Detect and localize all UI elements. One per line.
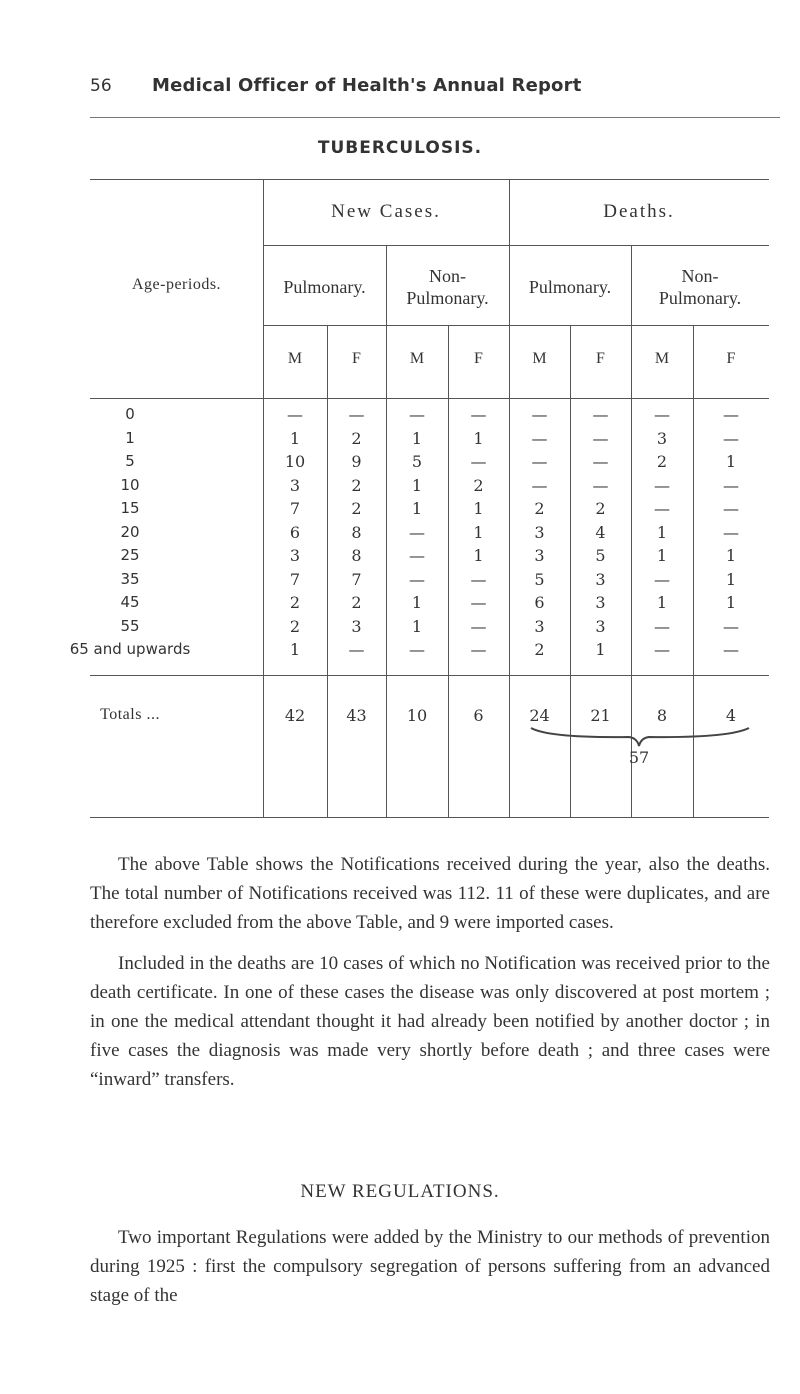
subgroup-header: Pulmonary. — [528, 277, 612, 297]
table-cell: — — [723, 428, 739, 448]
sex-header: M — [287, 350, 303, 367]
age-period-label: 10 — [120, 475, 140, 494]
table-rule-header-bottom — [90, 398, 769, 399]
table-cell: 1 — [411, 593, 423, 612]
table-cell: 1 — [289, 428, 301, 448]
table-cell: 5 — [534, 569, 545, 589]
table-cell: 6 — [289, 522, 301, 542]
table-cell: 3 — [595, 616, 606, 636]
table-cell: — — [531, 452, 548, 471]
age-period-label: 55 — [120, 616, 140, 635]
total-cell: 6 — [473, 706, 484, 725]
running-head — [90, 76, 780, 116]
table-cell: — — [723, 499, 739, 518]
table-cell: 2 — [351, 499, 362, 518]
sex-header: F — [726, 350, 736, 367]
age-period-label: 65 and upwards — [69, 640, 191, 658]
page-number: 56 — [90, 76, 112, 96]
table-cell: — — [654, 569, 670, 589]
header-rule — [90, 117, 780, 118]
table-col-rule — [386, 245, 387, 817]
table-cell: 10 — [284, 452, 306, 471]
table-cell: — — [723, 475, 739, 495]
table-cell: 1 — [473, 499, 484, 518]
table-cell: 1 — [725, 569, 737, 589]
group-header-new-cases: New Cases. — [331, 201, 441, 222]
table-cell: — — [409, 640, 425, 659]
table-cell: 2 — [534, 640, 545, 659]
table-cell: — — [654, 640, 670, 659]
table-cell: — — [470, 569, 487, 589]
age-period-label: 1 — [125, 428, 135, 447]
table-cell: — — [654, 475, 670, 495]
total-cell: 10 — [406, 706, 428, 725]
table-cell: 3 — [534, 616, 545, 636]
closing-text — [90, 1223, 770, 1310]
sex-header: F — [352, 350, 361, 367]
table-cell: 7 — [289, 569, 301, 589]
table-cell: 7 — [351, 569, 362, 589]
table-cell: 3 — [289, 475, 301, 495]
table-cell: 3 — [351, 616, 362, 636]
totals-label: Totals ... — [100, 706, 160, 723]
subgroup-header: Non- Pulmonary. — [658, 266, 742, 308]
sex-header: M — [409, 350, 425, 367]
table-cell: — — [654, 499, 670, 518]
paragraph-notifications: The above Table shows the Notifications received during the year, also the deaths. The total number of Notifications received was 112. 11 of these were duplicates, and are therefore excluded from the above Table, and 9 were imported cases. — [90, 854, 770, 933]
table-cell: 1 — [473, 522, 484, 542]
table-cell: — — [409, 405, 425, 424]
table-cell: — — [348, 405, 365, 424]
table-cell: 2 — [595, 499, 606, 518]
table-rule-bottom — [90, 817, 769, 818]
table-cell: 2 — [351, 593, 362, 612]
age-period-label: 20 — [120, 522, 140, 541]
table-col-rule — [509, 179, 510, 817]
table-cell: — — [723, 405, 739, 424]
report-title: Medical Officer of Health's Annual Report — [152, 75, 582, 96]
table-cell: 3 — [534, 546, 545, 565]
total-cell: 21 — [590, 706, 611, 725]
table-cell: — — [531, 405, 548, 424]
table-cell: 4 — [595, 522, 606, 542]
table-cell: 1 — [656, 546, 668, 565]
paragraph-regulations: Two important Regulations were added by the Ministry to our methods of prevention during 1925 : first the compulsory segregation of persons suffering from an advanced stage of the — [90, 1227, 770, 1306]
table-cell: 1 — [289, 640, 301, 659]
table-cell: — — [409, 569, 425, 589]
total-cell: 24 — [529, 706, 550, 725]
age-period-label: 25 — [120, 546, 140, 564]
table-cell: 1 — [725, 546, 737, 565]
table-col-rule — [263, 179, 264, 817]
table-cell: — — [409, 522, 425, 542]
table-cell: — — [723, 616, 739, 636]
total-cell: 42 — [284, 706, 306, 725]
table-cell: — — [531, 428, 548, 448]
table-cell: — — [654, 405, 670, 424]
table-cell: 1 — [411, 616, 423, 636]
age-period-label: 5 — [125, 452, 135, 470]
table-cell: 2 — [289, 593, 301, 612]
table-cell: — — [592, 452, 609, 471]
table-cell: — — [409, 546, 425, 565]
table-cell: 5 — [595, 546, 606, 565]
table-cell: 9 — [351, 452, 362, 471]
table-cell: — — [287, 405, 303, 424]
table-cell: 1 — [595, 640, 606, 659]
table-cell: 6 — [534, 593, 545, 612]
table-cell: 3 — [595, 593, 606, 612]
table-cell: — — [531, 475, 548, 495]
table-rule-groups — [263, 245, 769, 246]
body-text — [90, 850, 770, 1094]
table-cell: 1 — [473, 428, 484, 448]
total-cell: 4 — [725, 706, 737, 725]
table-cell: — — [470, 640, 487, 659]
age-period-label: 35 — [120, 569, 140, 588]
group-header-deaths: Deaths. — [603, 201, 675, 222]
table-cell: 7 — [289, 499, 301, 518]
subgroup-header: Pulmonary. — [283, 277, 366, 297]
table-cell: 8 — [351, 546, 362, 565]
table-cell: 1 — [725, 452, 737, 471]
table-cell: — — [470, 593, 487, 612]
table-cell: 5 — [411, 452, 423, 471]
table-col-rule — [327, 325, 328, 817]
age-period-label: 15 — [120, 499, 140, 517]
table-cell: — — [470, 452, 487, 471]
table-cell: 3 — [595, 569, 606, 589]
table-cell: 1 — [411, 499, 423, 518]
sex-header: M — [654, 350, 670, 367]
deaths-grand-total: 57 — [628, 748, 650, 767]
table-cell: 1 — [411, 475, 423, 495]
table-rule-body-bottom — [90, 675, 769, 676]
table-cell: — — [470, 616, 487, 636]
table-cell: 2 — [534, 499, 545, 518]
paragraph-deaths: Included in the deaths are 10 cases of which no Notification was received prior to the death certificate. In one of these cases the disease was only discovered at post mortem ; in one the medical attendant thought it had already been notified by another doctor ; in five cases the diagnosis was made very shortly before death ; and three cases were “inward” transfers. — [90, 953, 770, 1090]
total-cell: 43 — [346, 706, 367, 725]
table-rule-top — [90, 179, 769, 180]
table-cell: 1 — [725, 593, 737, 612]
table-cell: — — [723, 640, 739, 659]
table-cell: 3 — [656, 428, 668, 448]
table-cell: — — [592, 475, 609, 495]
sex-header: F — [474, 350, 483, 367]
table-col-rule — [448, 325, 449, 817]
table-cell: 1 — [656, 522, 668, 542]
table-cell: 2 — [656, 452, 668, 471]
age-period-label: 45 — [120, 593, 140, 611]
section-heading: NEW REGULATIONS. — [300, 1181, 500, 1202]
table-cell: 3 — [289, 546, 301, 565]
table-cell: 2 — [473, 475, 484, 495]
table-cell: 1 — [411, 428, 423, 448]
table-cell: — — [470, 405, 487, 424]
table-cell: 3 — [534, 522, 545, 542]
table-cell: 2 — [351, 428, 362, 448]
table-cell: 2 — [351, 475, 362, 495]
table-title: TUBERCULOSIS. — [317, 138, 483, 158]
sex-header: M — [532, 350, 547, 367]
table-cell: — — [654, 616, 670, 636]
sex-header: F — [596, 350, 605, 367]
subgroup-header: Non- Pulmonary. — [406, 266, 489, 308]
table-cell: — — [348, 640, 365, 659]
table-cell: — — [592, 428, 609, 448]
table-cell: — — [723, 522, 739, 542]
table-cell: 2 — [289, 616, 301, 636]
total-cell: 8 — [656, 706, 668, 725]
table-cell: 8 — [351, 522, 362, 542]
age-period-label: 0 — [125, 405, 135, 423]
table-cell: — — [592, 405, 609, 424]
table-cell: 1 — [473, 546, 484, 565]
age-periods-header: Age-periods. — [131, 276, 222, 293]
table-cell: 1 — [656, 593, 668, 612]
